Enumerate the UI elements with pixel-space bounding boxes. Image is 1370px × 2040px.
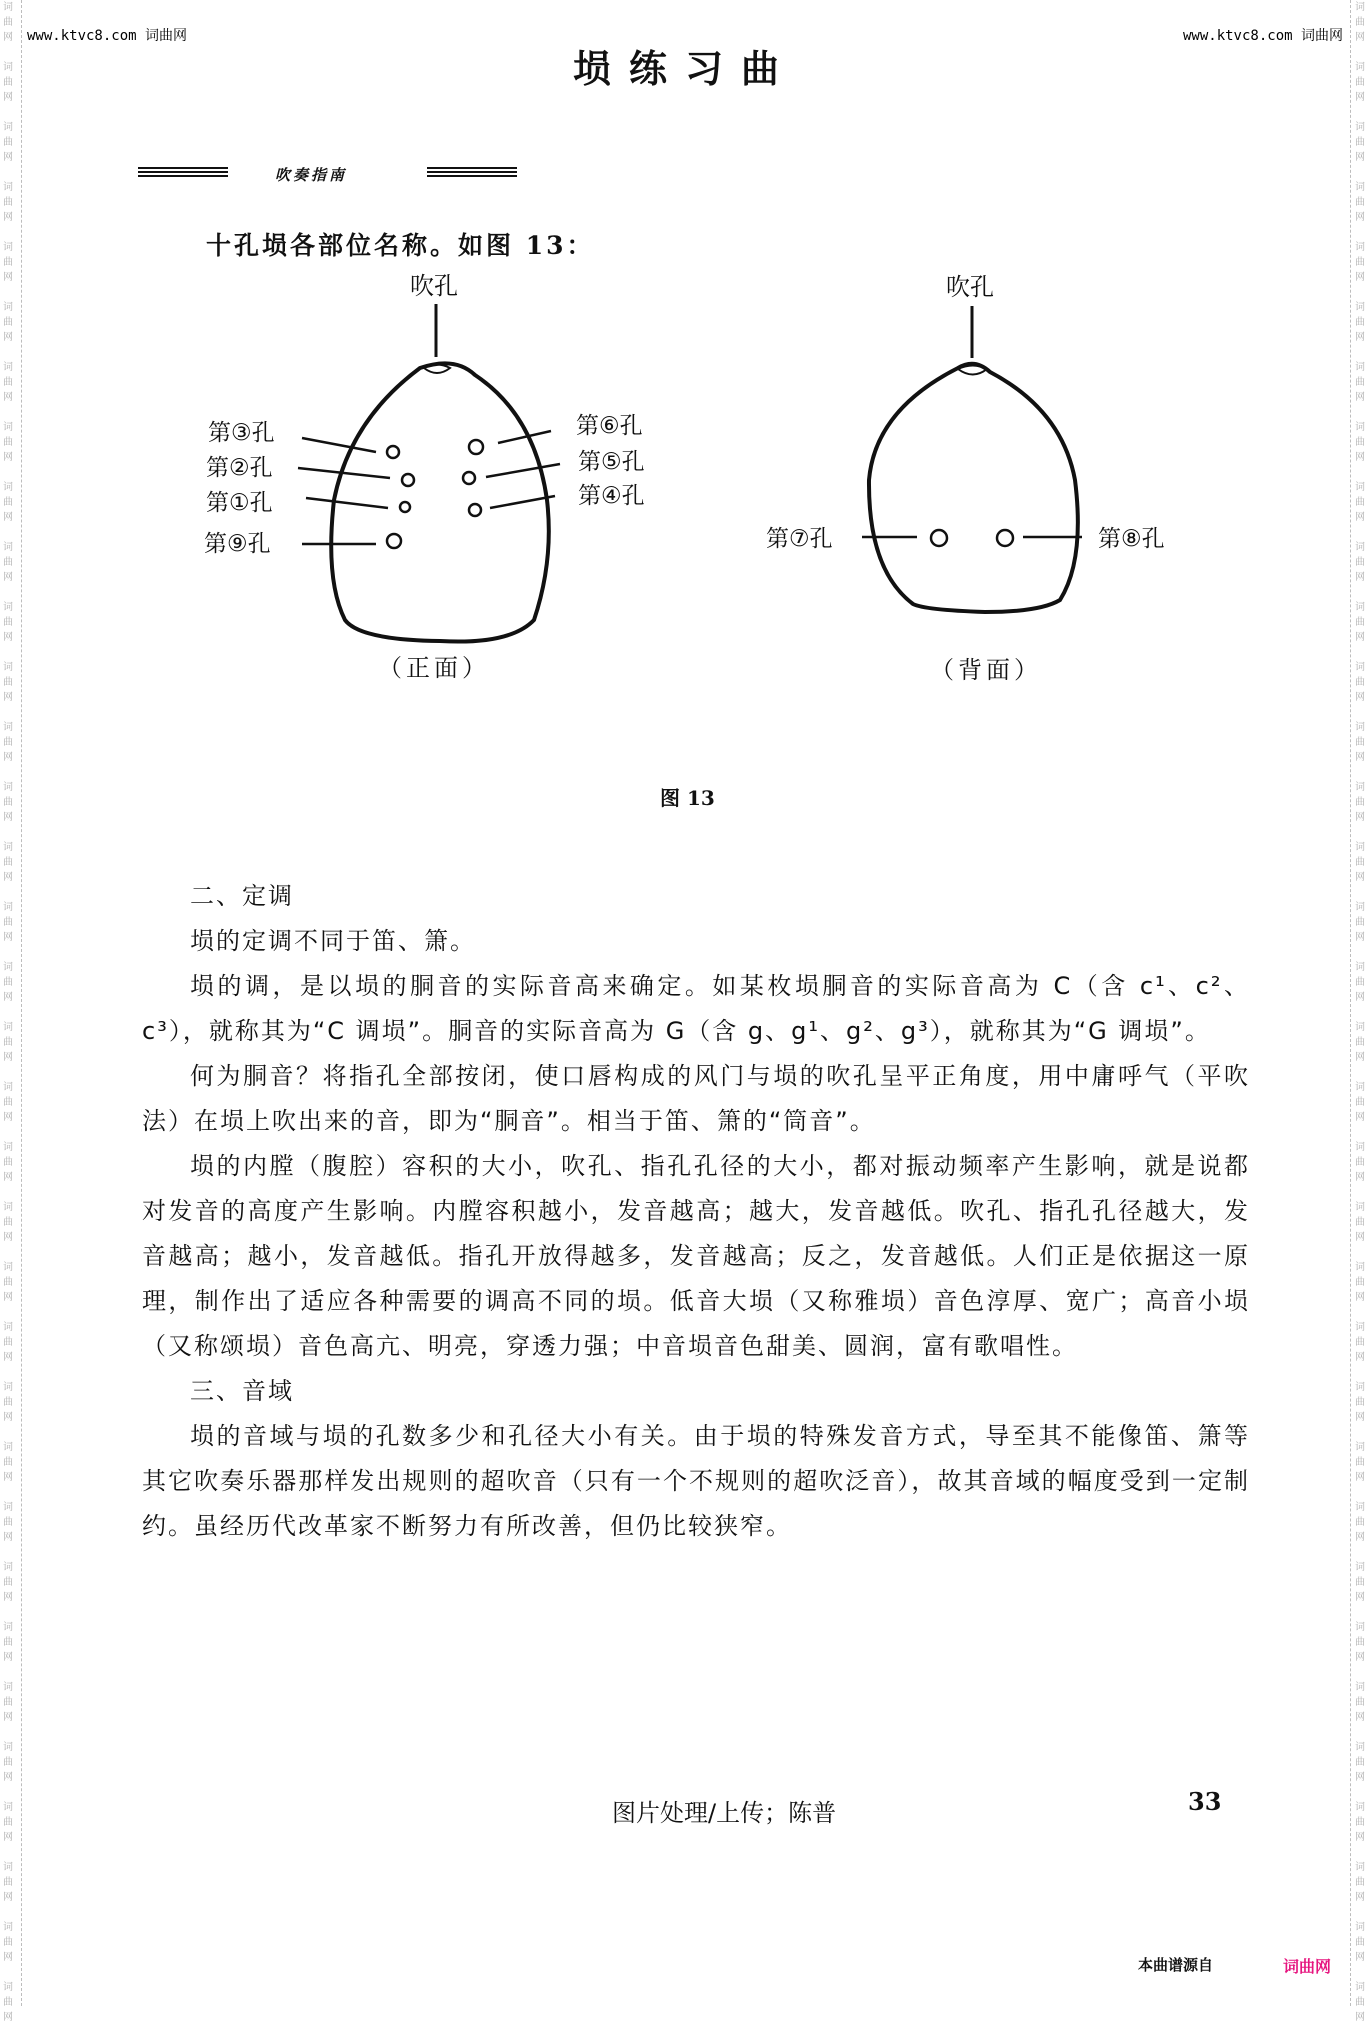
side-watermark-char: 网 <box>1355 1172 1365 1183</box>
side-watermark-char: 词 <box>3 1862 13 1873</box>
front-caption: （正面） <box>378 654 490 682</box>
side-watermark-char: 词 <box>1355 122 1365 133</box>
side-watermark-char: 曲 <box>3 677 13 688</box>
side-watermark-char: 网 <box>3 212 13 223</box>
side-watermark-char: 词 <box>1355 1622 1365 1633</box>
side-watermark-char: 网 <box>1355 212 1365 223</box>
side-watermark-char: 词 <box>1355 1442 1365 1453</box>
hole-5-leader <box>486 464 560 477</box>
side-watermark-group <box>1355 1440 1365 1500</box>
side-watermark-group <box>1355 1260 1365 1320</box>
side-watermark-group <box>1355 1920 1365 1980</box>
side-watermark-group <box>1355 1560 1365 1620</box>
side-watermark-group <box>3 1800 13 1860</box>
side-watermark-char: 曲 <box>1355 17 1365 28</box>
side-watermark-char: 网 <box>3 1712 13 1723</box>
side-watermark-char: 曲 <box>3 137 13 148</box>
xun-front-view <box>204 272 645 642</box>
side-watermark-char: 网 <box>3 1892 13 1903</box>
side-watermark-group <box>3 1440 13 1500</box>
paragraph: 埙的调，是以埙的胴音的实际音高来确定。如某枚埙胴音的实际音高为 C（含 c¹、c²、c³），就称其为“C 调埙”。胴音的实际音高为 G（含 g、g¹、g²、g³），就称其为“G 调埙”。 <box>142 972 1250 1045</box>
paragraph: 埙的内膛（腹腔）容积的大小，吹孔、指孔孔径的大小，都对振动频率产生影响，就是说都对发音的高度产生影响。内膛容积越小，发音越高；越大，发音越低。吹孔、指孔孔径越大，发音越高；越小，发音越低。指孔开放得越多，发音越高；反之，发音越低。人们正是依据这一原理，制作出了适应各种需要的调高不同的埙。低音大埙（又称雅埙）音色淳厚、宽广；高音小埙（又称颂埙）音色高亢、明亮，穿透力强；中音埙音色甜美、圆润，富有歌唱性。 <box>142 1152 1250 1360</box>
side-watermark-char: 网 <box>1355 1472 1365 1483</box>
upload-credit: 图片处理/上传；陈普 <box>612 1799 837 1827</box>
side-watermark-char: 词 <box>1355 1802 1365 1813</box>
side-watermark-group <box>1355 1980 1365 2040</box>
side-watermark-char: 曲 <box>3 437 13 448</box>
side-watermark-char: 曲 <box>3 1457 13 1468</box>
paragraph: 埙的定调不同于笛、箫。 <box>190 927 476 955</box>
side-watermark-char: 曲 <box>3 857 13 868</box>
side-watermark-char: 网 <box>1355 1892 1365 1903</box>
xun-body-outline <box>869 364 1078 612</box>
side-watermark-char: 网 <box>1355 872 1365 883</box>
hole-6 <box>469 440 483 454</box>
hole-9-label: 第⑨孔 <box>204 531 271 557</box>
hole-7 <box>931 530 947 546</box>
hole-7-label: 第⑦孔 <box>766 526 833 552</box>
side-watermark-char: 词 <box>3 1322 13 1333</box>
section-heading: 二、定调 <box>190 882 294 910</box>
side-watermark-group <box>3 840 13 900</box>
side-watermark-char: 词 <box>1355 662 1365 673</box>
side-watermark-char: 曲 <box>1355 917 1365 928</box>
blow-hole <box>958 366 987 375</box>
side-watermark-char: 网 <box>1355 692 1365 703</box>
side-watermark-char: 曲 <box>3 737 13 748</box>
side-watermark-char: 网 <box>1355 1232 1365 1243</box>
side-watermark-char: 曲 <box>1355 1637 1365 1648</box>
source-label: 本曲谱源自 <box>1138 1956 1214 1974</box>
side-watermark-char: 曲 <box>1355 797 1365 808</box>
hole-3-leader <box>302 438 376 452</box>
side-watermark-group <box>1355 1740 1365 1800</box>
side-watermark-char: 词 <box>1355 1322 1365 1333</box>
page-title: 埙练习曲 <box>572 46 797 91</box>
side-watermark-char: 曲 <box>3 257 13 268</box>
side-watermark-char: 网 <box>3 1592 13 1603</box>
hole-1-leader <box>306 498 388 508</box>
side-watermark-group <box>3 1020 13 1080</box>
side-watermark-group <box>3 1680 13 1740</box>
side-watermark-char: 网 <box>3 332 13 343</box>
side-watermark-char: 曲 <box>1355 977 1365 988</box>
side-watermark-group <box>3 1260 13 1320</box>
side-watermark-char: 词 <box>3 1922 13 1933</box>
side-watermark-char: 网 <box>1355 32 1365 43</box>
side-watermark-char: 曲 <box>1355 1157 1365 1168</box>
side-watermark-char: 网 <box>3 1112 13 1123</box>
figure-13-diagram <box>0 0 1370 760</box>
side-watermark-group <box>1355 1620 1365 1680</box>
site-watermark-right: www.ktvc8.com 词曲网 <box>1182 28 1343 44</box>
side-watermark-group <box>3 1560 13 1620</box>
side-watermark-char: 词 <box>1355 1742 1365 1753</box>
side-watermark-group <box>1355 1080 1365 1140</box>
side-watermark-char: 网 <box>1355 1772 1365 1783</box>
side-watermark-char: 网 <box>3 1472 13 1483</box>
blow-hole-label: 吹孔 <box>946 273 994 301</box>
side-watermark-group <box>3 780 13 840</box>
side-watermark-char: 曲 <box>1355 137 1365 148</box>
side-watermark-char: 曲 <box>1355 1397 1365 1408</box>
side-watermark-char: 网 <box>1355 632 1365 643</box>
side-watermark-char: 曲 <box>3 497 13 508</box>
side-watermark-char: 曲 <box>3 197 13 208</box>
side-watermark-char: 曲 <box>1355 1277 1365 1288</box>
xun-back-view <box>766 273 1165 612</box>
side-watermark-char: 曲 <box>3 617 13 628</box>
side-watermark-char: 网 <box>1355 1952 1365 1963</box>
figure-number: 图 13 <box>660 786 715 810</box>
side-watermark-char: 网 <box>3 992 13 1003</box>
side-watermark-char: 曲 <box>3 1337 13 1348</box>
side-watermark-char: 曲 <box>3 1997 13 2008</box>
side-watermark-char: 网 <box>1355 812 1365 823</box>
side-watermark-char: 曲 <box>1355 1037 1365 1048</box>
side-watermark-char: 曲 <box>1355 737 1365 748</box>
side-watermark-group <box>3 1740 13 1800</box>
side-watermark-char: 词 <box>1355 1202 1365 1213</box>
side-watermark-char: 词 <box>3 362 13 373</box>
side-watermark-char: 网 <box>3 692 13 703</box>
side-watermark-char: 词 <box>3 1262 13 1273</box>
side-watermark-char: 曲 <box>3 1937 13 1948</box>
side-watermark-char: 词 <box>1355 362 1365 373</box>
side-watermark-char: 网 <box>3 1052 13 1063</box>
side-watermark-char: 词 <box>1355 1502 1365 1513</box>
side-watermark-char: 词 <box>3 482 13 493</box>
hole-4-label: 第④孔 <box>578 483 645 509</box>
side-watermark-group <box>1355 1140 1365 1200</box>
side-watermark-char: 网 <box>3 1292 13 1303</box>
side-watermark-char: 网 <box>1355 752 1365 763</box>
back-caption: （背面） <box>930 656 1042 684</box>
side-watermark-char: 词 <box>3 1982 13 1993</box>
side-watermark-char: 曲 <box>1355 317 1365 328</box>
side-watermark-char: 网 <box>3 32 13 43</box>
side-watermark-char: 曲 <box>3 1277 13 1288</box>
hole-8-label: 第⑧孔 <box>1098 526 1165 552</box>
side-watermark-group <box>1355 1380 1365 1440</box>
side-watermark-char: 词 <box>3 1082 13 1093</box>
side-watermark-char: 网 <box>3 1172 13 1183</box>
hole-3-label: 第③孔 <box>208 420 275 446</box>
section-band-label: 吹奏指南 <box>275 166 348 184</box>
side-watermark-char: 词 <box>1355 302 1365 313</box>
side-watermark-group <box>3 1140 13 1200</box>
side-watermark-char: 网 <box>3 512 13 523</box>
side-watermark-char: 曲 <box>3 1517 13 1528</box>
side-watermark-char: 网 <box>1355 332 1365 343</box>
side-watermark-char: 曲 <box>3 1097 13 1108</box>
hole-4 <box>469 504 481 516</box>
side-watermark-group <box>1355 1200 1365 1260</box>
side-watermark-char: 曲 <box>3 17 13 28</box>
blow-hole-label: 吹孔 <box>410 272 458 300</box>
side-watermark-char: 词 <box>1355 482 1365 493</box>
side-watermark-char: 网 <box>3 572 13 583</box>
hole-5-label: 第⑤孔 <box>578 449 645 475</box>
side-watermark-char: 曲 <box>3 1037 13 1048</box>
paragraph: 埙的音域与埙的孔数多少和孔径大小有关。由于埙的特殊发音方式，导至其不能像笛、箫等其它吹奏乐器那样发出规则的超吹音（只有一个不规则的超吹泛音），故其音域的幅度受到一定制约。虽经历代改革家不断努力有所改善，但仍比较狭窄。 <box>142 1422 1250 1540</box>
side-watermark-group <box>1355 780 1365 840</box>
side-watermark-char: 词 <box>3 1022 13 1033</box>
side-watermark-char: 词 <box>3 1622 13 1633</box>
side-watermark-char: 词 <box>3 2 13 13</box>
side-watermark-char: 曲 <box>3 557 13 568</box>
side-watermark-char: 词 <box>1355 1982 1365 1993</box>
side-watermark-char: 网 <box>3 632 13 643</box>
side-watermark-char: 曲 <box>3 1217 13 1228</box>
side-watermark-char: 网 <box>1355 1352 1365 1363</box>
side-watermark-group <box>1355 900 1365 960</box>
side-watermark-char: 词 <box>1355 1682 1365 1693</box>
side-watermark-char: 曲 <box>3 1397 13 1408</box>
side-watermark-char: 网 <box>1355 1532 1365 1543</box>
section-heading: 三、音域 <box>190 1377 294 1405</box>
side-watermark-group <box>1355 1320 1365 1380</box>
side-watermark-char: 词 <box>3 902 13 913</box>
side-watermark-char: 网 <box>1355 1592 1365 1603</box>
side-watermark-char: 网 <box>1355 1832 1365 1843</box>
side-watermark-char: 词 <box>1355 242 1365 253</box>
side-watermark-char: 网 <box>3 812 13 823</box>
side-watermark-char: 曲 <box>3 1157 13 1168</box>
side-watermark-char: 曲 <box>1355 1097 1365 1108</box>
side-watermark-group <box>3 1920 13 1980</box>
side-watermark-char: 网 <box>1355 1052 1365 1063</box>
side-watermark-char: 网 <box>1355 92 1365 103</box>
side-watermark-char: 网 <box>3 872 13 883</box>
side-watermark-char: 曲 <box>3 1697 13 1708</box>
side-watermark-char: 曲 <box>1355 1997 1365 2008</box>
side-watermark-group <box>3 960 13 1020</box>
source-brand-link[interactable]: 词曲网 <box>1283 1957 1332 1976</box>
side-watermark-group <box>1355 1020 1365 1080</box>
side-watermark-char: 词 <box>3 1382 13 1393</box>
side-watermark-char: 词 <box>3 122 13 133</box>
side-watermark-char: 曲 <box>1355 377 1365 388</box>
side-watermark-char: 词 <box>1355 902 1365 913</box>
side-watermark-char: 词 <box>3 1742 13 1753</box>
side-watermark-char: 曲 <box>1355 617 1365 628</box>
side-watermark-char: 词 <box>1355 422 1365 433</box>
side-watermark-char: 词 <box>1355 1382 1365 1393</box>
side-watermark-group <box>3 1500 13 1560</box>
side-watermark-group <box>3 1380 13 1440</box>
side-watermark-char: 网 <box>1355 512 1365 523</box>
side-watermark-char: 曲 <box>3 1877 13 1888</box>
side-watermark-char: 曲 <box>3 1577 13 1588</box>
side-watermark-char: 词 <box>3 1442 13 1453</box>
side-watermark-char: 网 <box>3 1652 13 1663</box>
side-watermark-char: 网 <box>1355 152 1365 163</box>
side-watermark-char: 词 <box>3 302 13 313</box>
side-watermark-char: 曲 <box>1355 1877 1365 1888</box>
side-watermark-char: 曲 <box>1355 257 1365 268</box>
side-watermark-group <box>1355 1680 1365 1740</box>
side-watermark-char: 网 <box>1355 272 1365 283</box>
side-watermark-char: 网 <box>3 1832 13 1843</box>
side-watermark-char: 词 <box>1355 542 1365 553</box>
side-watermark-group <box>3 1320 13 1380</box>
hole-6-label: 第⑥孔 <box>576 413 643 439</box>
side-watermark-group <box>1355 840 1365 900</box>
side-watermark-char: 词 <box>1355 62 1365 73</box>
side-watermark-char: 曲 <box>1355 857 1365 868</box>
side-watermark-char: 网 <box>1355 932 1365 943</box>
side-watermark-group <box>3 1200 13 1260</box>
side-watermark-char: 曲 <box>1355 497 1365 508</box>
side-watermark-char: 词 <box>3 1502 13 1513</box>
side-watermark-char: 词 <box>1355 1562 1365 1573</box>
side-watermark-char: 词 <box>1355 1022 1365 1033</box>
side-watermark-char: 词 <box>3 182 13 193</box>
side-watermark-char: 曲 <box>3 797 13 808</box>
hole-1-label: 第①孔 <box>206 490 273 516</box>
side-watermark-char: 网 <box>1355 572 1365 583</box>
side-watermark-char: 曲 <box>3 1757 13 1768</box>
side-watermark-char: 网 <box>1355 2012 1365 2023</box>
figure-intro: 十孔埙各部位名称。如图 13： <box>206 231 595 260</box>
side-watermark-char: 曲 <box>3 377 13 388</box>
side-watermark-char: 网 <box>3 2012 13 2023</box>
side-watermark-char: 网 <box>3 1532 13 1543</box>
side-watermark-char: 词 <box>3 242 13 253</box>
side-watermark-group <box>3 1620 13 1680</box>
side-watermark-char: 网 <box>1355 1112 1365 1123</box>
side-watermark-char: 网 <box>3 1232 13 1243</box>
hole-2-label: 第②孔 <box>206 455 273 481</box>
side-watermark-char: 词 <box>1355 1262 1365 1273</box>
side-watermark-char: 网 <box>3 932 13 943</box>
side-watermark-char: 曲 <box>1355 1517 1365 1528</box>
side-watermark-char: 词 <box>3 422 13 433</box>
side-watermark-char: 网 <box>1355 992 1365 1003</box>
side-watermark-char: 词 <box>3 1202 13 1213</box>
side-watermark-char: 曲 <box>1355 1757 1365 1768</box>
side-watermark-char: 曲 <box>1355 1217 1365 1228</box>
side-watermark-char: 曲 <box>1355 557 1365 568</box>
side-watermark-char: 网 <box>3 392 13 403</box>
side-watermark-char: 网 <box>3 1772 13 1783</box>
side-watermark-char: 网 <box>3 152 13 163</box>
side-watermark-char: 词 <box>3 782 13 793</box>
side-watermark-char: 词 <box>3 1142 13 1153</box>
side-watermark-char: 曲 <box>1355 1577 1365 1588</box>
side-watermark-char: 词 <box>3 842 13 853</box>
side-watermark-char: 曲 <box>1355 1337 1365 1348</box>
side-watermark-char: 词 <box>3 722 13 733</box>
side-watermark-char: 词 <box>3 1562 13 1573</box>
side-watermark-char: 曲 <box>1355 677 1365 688</box>
side-watermark-char: 网 <box>3 752 13 763</box>
side-watermark-char: 曲 <box>1355 77 1365 88</box>
side-watermark-char: 词 <box>1355 182 1365 193</box>
side-watermark-char: 网 <box>3 1412 13 1423</box>
side-watermark-char: 网 <box>3 452 13 463</box>
side-watermark-char: 词 <box>3 542 13 553</box>
hole-2 <box>402 474 414 486</box>
side-watermark-group <box>3 1860 13 1920</box>
side-watermark-char: 词 <box>3 1682 13 1693</box>
side-watermark-group <box>3 900 13 960</box>
side-watermark-char: 词 <box>1355 842 1365 853</box>
side-watermark-char: 曲 <box>3 917 13 928</box>
side-watermark-char: 曲 <box>1355 1937 1365 1948</box>
side-watermark-char: 曲 <box>3 1817 13 1828</box>
hole-1 <box>400 502 410 512</box>
hole-8 <box>997 530 1013 546</box>
side-watermark-char: 网 <box>1355 452 1365 463</box>
site-watermark-left: www.ktvc8.com 词曲网 <box>27 28 188 44</box>
side-watermark-char: 词 <box>3 602 13 613</box>
side-watermark-char: 曲 <box>3 977 13 988</box>
side-watermark-char: 词 <box>1355 782 1365 793</box>
hole-9 <box>387 534 401 548</box>
side-watermark-char: 词 <box>1355 1082 1365 1093</box>
side-watermark-char: 词 <box>3 1802 13 1813</box>
side-watermark-char: 词 <box>1355 962 1365 973</box>
side-watermark-char: 网 <box>1355 392 1365 403</box>
side-watermark-char: 曲 <box>1355 437 1365 448</box>
side-watermark-char: 词 <box>1355 602 1365 613</box>
side-watermark-char: 词 <box>1355 722 1365 733</box>
side-watermark-char: 曲 <box>3 77 13 88</box>
side-watermark-char: 网 <box>3 272 13 283</box>
side-watermark-char: 曲 <box>3 317 13 328</box>
side-watermark-char: 网 <box>3 92 13 103</box>
side-watermark-char: 词 <box>1355 1922 1365 1933</box>
page-number: 33 <box>1188 1787 1222 1816</box>
side-watermark-char: 网 <box>1355 1712 1365 1723</box>
side-watermark-group <box>1355 1500 1365 1560</box>
side-watermark-char: 词 <box>3 62 13 73</box>
side-watermark-char: 词 <box>1355 1142 1365 1153</box>
side-watermark-char: 网 <box>1355 1412 1365 1423</box>
side-watermark-group <box>1355 960 1365 1020</box>
side-watermark-char: 曲 <box>1355 197 1365 208</box>
side-watermark-char: 曲 <box>1355 1697 1365 1708</box>
hole-3 <box>387 446 399 458</box>
side-watermark-group <box>1355 1800 1365 1860</box>
article-body <box>142 874 1250 1549</box>
side-watermark-char: 曲 <box>1355 1817 1365 1828</box>
side-watermark-char: 网 <box>1355 1652 1365 1663</box>
side-watermark-group <box>1355 1860 1365 1920</box>
hole-5 <box>463 472 475 484</box>
side-watermark-char: 网 <box>1355 1292 1365 1303</box>
side-watermark-group <box>3 1080 13 1140</box>
side-watermark-char: 网 <box>3 1952 13 1963</box>
side-watermark-char: 曲 <box>3 1637 13 1648</box>
side-watermark-group <box>3 1980 13 2040</box>
side-watermark-char: 网 <box>3 1352 13 1363</box>
paragraph: 何为胴音？将指孔全部按闭，使口唇构成的风门与埙的吹孔呈平正角度，用中庸呼气（平吹法）在埙上吹出来的音，即为“胴音”。相当于笛、箫的“筒音”。 <box>142 1062 1250 1135</box>
side-watermark-char: 词 <box>3 962 13 973</box>
side-watermark-char: 词 <box>3 662 13 673</box>
side-watermark-char: 词 <box>1355 1862 1365 1873</box>
side-watermark-char: 曲 <box>1355 1457 1365 1468</box>
side-watermark-char: 词 <box>1355 2 1365 13</box>
